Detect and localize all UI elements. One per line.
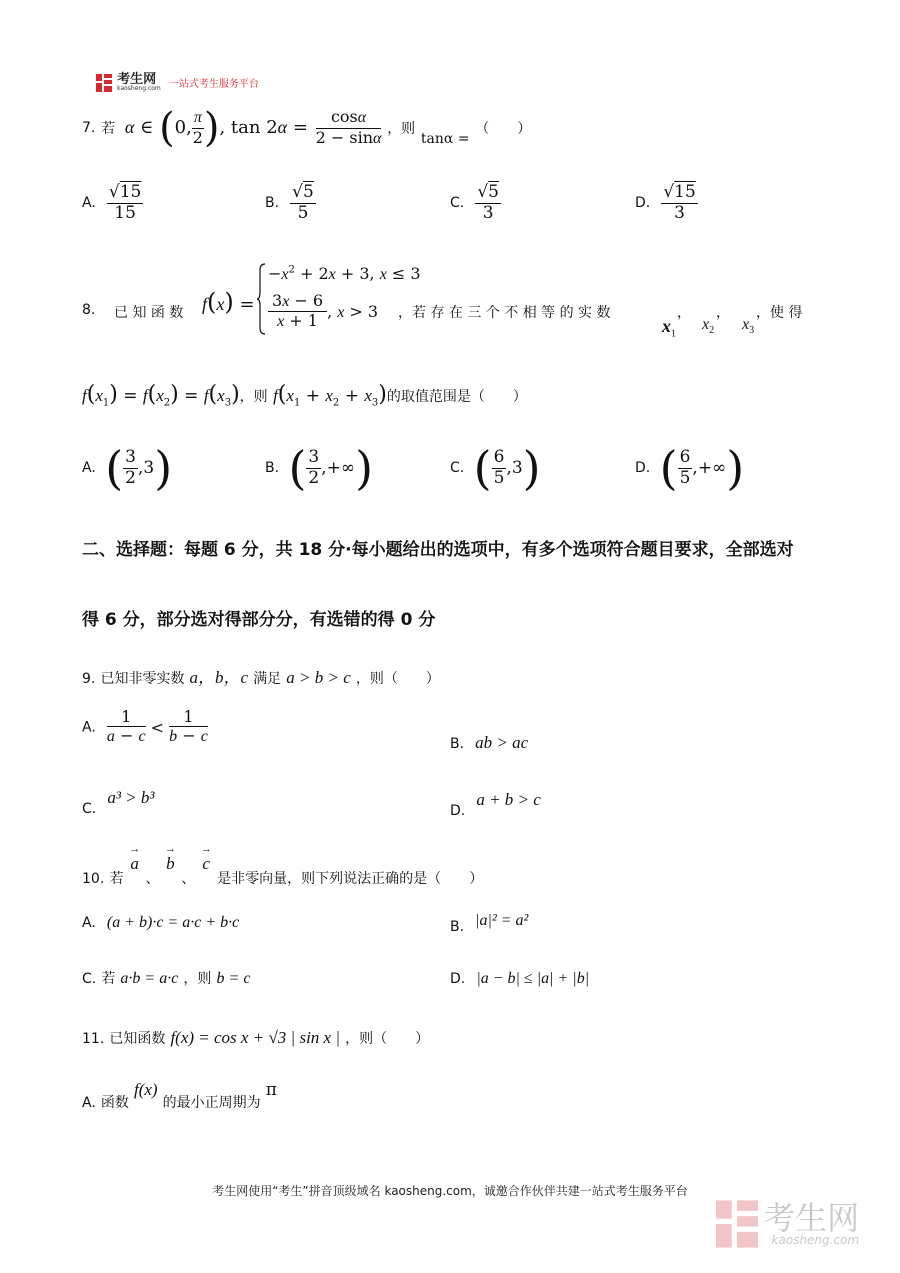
option-label: B. bbox=[265, 195, 280, 212]
q7-option-b[interactable]: B. $\frac{√5}{5}$ bbox=[265, 182, 314, 223]
q8-var-x1: $x_1$ bbox=[662, 316, 676, 340]
q8-piece1: $-x^2 + 2x + 3$, x ≤ 3 bbox=[268, 264, 421, 283]
q10-lead: 若 bbox=[109, 870, 124, 887]
q10-number: 10. bbox=[82, 870, 105, 887]
q10-option-c[interactable] bbox=[82, 968, 250, 988]
watermark-text: 考生网 bbox=[763, 1199, 860, 1237]
q11-number: 11. bbox=[82, 1031, 105, 1047]
q10-option-d[interactable] bbox=[450, 968, 589, 988]
option-label: A. bbox=[82, 719, 96, 736]
logo-text: 考生网 bbox=[117, 72, 157, 87]
q10-c-concl: b = c bbox=[216, 970, 251, 987]
section-2-heading-line1: 二、选择题：每题 6 分，共 18 分·每小题给出的选项中，有多个选项符合题目要求，全部选对 bbox=[82, 540, 794, 560]
q11-a-val: π bbox=[265, 1080, 277, 1100]
q9-c-text: a³ > b³ bbox=[107, 788, 155, 807]
q8-d-right: +∞ bbox=[697, 458, 727, 478]
question-10: $_{10.}$ $_若$ → a $_、$ → b $_、$ → c $_{是非零向量,则下列说法正确的是( )}$ bbox=[82, 843, 484, 887]
q9-b-text: ab > ac bbox=[475, 733, 529, 752]
q8-var-x2: $x_2$ bbox=[702, 316, 715, 337]
q9-text: 已知非零实数 bbox=[100, 671, 185, 687]
q10-c-then: ，则 bbox=[183, 971, 212, 987]
q7-lead: 若 bbox=[101, 121, 116, 137]
q8-b-num: 3 bbox=[308, 446, 320, 467]
option-label: D. bbox=[450, 803, 466, 819]
q7-number: 7. bbox=[82, 120, 96, 136]
q9-cond: a > b > c bbox=[286, 668, 351, 687]
q7-a-num: 15 bbox=[119, 182, 142, 202]
q7-d-den: 3 bbox=[674, 202, 685, 223]
q8-d-num: 6 bbox=[679, 446, 691, 467]
q7-blank: （ ） bbox=[475, 121, 532, 137]
q8-option-a[interactable]: A. ( $\frac{3}{2}$ ,3) bbox=[82, 441, 173, 495]
q9-a-math: $\frac{1}{a - c}$ < $\frac{1}{b - c}$ bbox=[106, 707, 208, 746]
q8-function: f(x) = bbox=[202, 288, 255, 316]
question-8-line2: $f(x_1) = f(x_2) = f(x_3)$，则 $f(x_1 + x_2 + x_3)$的取值范围是（ ） bbox=[82, 382, 527, 409]
q8-tail: 的取值范围是（ ） bbox=[386, 389, 527, 405]
q11-tail: ，则（ ） bbox=[345, 1031, 430, 1047]
logo-domain: kaosheng.com bbox=[117, 85, 161, 92]
q8-d-den: 5 bbox=[679, 467, 691, 488]
left-brace-icon bbox=[257, 262, 267, 336]
option-label: C. bbox=[450, 195, 465, 212]
q8-a-num: 3 bbox=[125, 446, 136, 467]
q8-option-d[interactable]: D. ( $\frac{6}{5}$ ,+∞) bbox=[635, 441, 745, 495]
option-label: A. bbox=[82, 195, 96, 212]
q8-end: ，使 得 bbox=[756, 305, 803, 321]
q7-option-c[interactable]: C. $\frac{√5}{3}$ bbox=[450, 182, 499, 223]
q8-number: 8. bbox=[82, 302, 96, 318]
watermark-domain: kaosheng.com bbox=[771, 1233, 860, 1247]
q8-a-den: 2 bbox=[125, 467, 136, 488]
q8-b-den: 2 bbox=[308, 467, 320, 488]
question-7 bbox=[82, 105, 531, 155]
q9-cond-lead: 满足 bbox=[253, 671, 282, 687]
section-2-heading-line2: 得 6 分，部分选对得部分分，有选错的得 0 分 bbox=[82, 610, 436, 630]
header-logo bbox=[96, 72, 259, 92]
q8-piece2: $\frac{3x - 6}{x + 1}$ , x > 3 bbox=[268, 292, 378, 332]
q9-option-c[interactable] bbox=[82, 788, 155, 817]
watermark-logo-icon bbox=[716, 1200, 758, 1248]
q7-c-den: 3 bbox=[482, 202, 494, 223]
q7-option-d[interactable]: D. $\frac{√15}{3}$ bbox=[635, 182, 696, 223]
q10-b-text: |a|² = a² bbox=[475, 912, 529, 929]
q9-d-text: a + b > c bbox=[476, 790, 541, 809]
q11-a-lead: 函数 bbox=[100, 1095, 129, 1111]
q8-d-close: ) bbox=[726, 441, 745, 495]
q10-a-text: (a + b)·c = a·c + b·c bbox=[106, 914, 240, 931]
option-label: C. bbox=[82, 971, 97, 987]
q9-option-d[interactable] bbox=[450, 790, 541, 819]
q8-c-den: 5 bbox=[493, 467, 505, 488]
q8-c-close: ) bbox=[522, 441, 541, 495]
q11-a-func: f(x) bbox=[133, 1080, 158, 1099]
q8-a-close: ) bbox=[154, 441, 173, 495]
q10-vec-c: → c bbox=[200, 843, 212, 873]
kaosheng-logo-icon bbox=[96, 74, 112, 92]
question-8-line1: 8. 已 知 函 数 f(x) = $-x^2 + 2x + 3$, x ≤ 3 $\frac{3x - 6}{x + 1}$ , x > 3 ，若 存 在 三 个 不 相 等 的 实 数 $x_1$ ， $x_2$ ， $x_3$ ，使 得 bbox=[82, 264, 803, 340]
header-slogan: 一站式考生服务平台 bbox=[168, 79, 259, 90]
q7-b-num: 5 bbox=[303, 182, 314, 202]
q8-option-b[interactable]: B. ( $\frac{3}{2}$ ,+∞) bbox=[265, 441, 374, 495]
q8-c-num: 6 bbox=[493, 446, 505, 467]
q8-b-close: ) bbox=[355, 441, 374, 495]
q11-func: f(x) = cos x + √3 | sin x | bbox=[170, 1028, 341, 1047]
q8-b-right: +∞ bbox=[326, 458, 356, 478]
q8-c-right: 3 bbox=[511, 458, 523, 478]
q11-lead: 已知函数 bbox=[109, 1031, 166, 1047]
option-label: B. bbox=[265, 460, 280, 476]
q7-d-num: 15 bbox=[674, 182, 696, 202]
option-label: A. bbox=[82, 1095, 96, 1111]
q10-option-a[interactable] bbox=[82, 912, 239, 932]
q8-a-right: 3 bbox=[143, 458, 155, 478]
option-label: A. bbox=[82, 915, 96, 931]
option-label: D. bbox=[635, 460, 651, 476]
option-label: C. bbox=[82, 801, 97, 817]
question-9 bbox=[82, 663, 440, 688]
q8-option-c[interactable]: C. ( $\frac{6}{5}$ ,3) bbox=[450, 441, 541, 495]
q8-lead: 已 知 函 数 bbox=[114, 305, 184, 321]
q10-sep: 、 bbox=[145, 870, 160, 887]
q7-condition: α ∈ (0, $\frac{\pi}{2}$ ), tan 2α = $\frac{\cos\alpha}{2 - \sin\alpha}$ bbox=[124, 105, 382, 151]
q10-c-lead: 若 bbox=[101, 971, 116, 987]
watermark bbox=[716, 1200, 859, 1248]
q9-option-a[interactable] bbox=[82, 708, 208, 747]
option-label: D. bbox=[635, 195, 651, 212]
q7-option-a[interactable]: A. $\frac{√15}{15}$ bbox=[82, 182, 142, 223]
option-label: B. bbox=[450, 919, 465, 935]
q10-vec-a: → a bbox=[129, 843, 141, 873]
q10-d-text: |a − b| ≤ |a| + |b| bbox=[476, 970, 590, 987]
q8-mid: ，若 存 在 三 个 不 相 等 的 实 数 bbox=[398, 305, 611, 321]
footer-text: 考生网使用“考生”拼音顶级域名 kaosheng.com，诚邀合作伙伴共建一站式考生服务平台 bbox=[212, 1184, 688, 1198]
q11-a-tail: 的最小正周期为 bbox=[162, 1095, 261, 1111]
q9-number: 9. bbox=[82, 671, 96, 687]
q8-then: ，则 bbox=[239, 389, 268, 405]
q10-option-b[interactable] bbox=[450, 910, 529, 935]
q9-vars: a，b，c bbox=[189, 668, 249, 687]
q7-b-den: 5 bbox=[297, 202, 309, 223]
q10-vec-b: → b bbox=[164, 843, 176, 873]
q7-then: ，则 bbox=[387, 121, 416, 137]
q7-a-den: 15 bbox=[114, 202, 136, 223]
q7-c-num: 5 bbox=[488, 182, 499, 202]
option-label: B. bbox=[450, 736, 465, 752]
q7-ask: tanα = bbox=[420, 131, 470, 147]
option-label: A. bbox=[82, 460, 96, 476]
option-label: C. bbox=[450, 460, 465, 476]
option-label: D. bbox=[450, 971, 466, 987]
question-11 bbox=[82, 1028, 429, 1048]
q10-c-text: a·b = a·c bbox=[120, 970, 179, 987]
q8-var-x3: $x_3$ bbox=[742, 316, 755, 337]
q9-tail: ，则（ ） bbox=[355, 671, 440, 687]
q9-option-b[interactable] bbox=[450, 733, 528, 753]
q10-tail: 是非零向量，则下列说法正确的是（ ） bbox=[217, 870, 484, 887]
q11-option-a[interactable] bbox=[82, 1080, 277, 1111]
